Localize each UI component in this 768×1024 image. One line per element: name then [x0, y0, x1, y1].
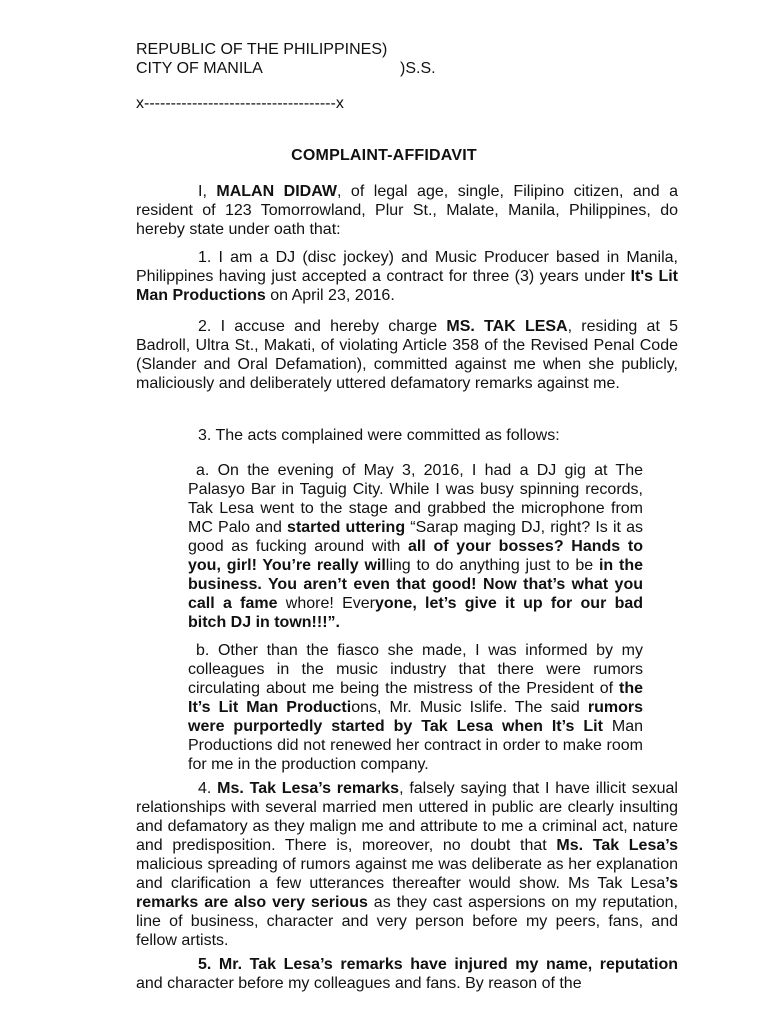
paragraph-4: 4. Ms. Tak Lesa’s remarks, falsely saying that I have illicit sexual relationships with several married men uttered in public are clearly insulting and defamatory as they malign me and attribute to me a criminal act, nature and predisposition. There is, moreover, no doubt that Ms. Tak Lesa’s malicious spreading of rumors against me was deliberate as her explanation and clarification a few utterances thereafter would show. Ms Tak Lesa’s remarks are also very serious as they cast aspersions on my reputation, line of business, character and very person before my peers, fans, and fellow artists. — [136, 780, 678, 949]
case-caption — [136, 40, 436, 78]
paragraph-3: 3. The acts complained were committed as follows: — [198, 427, 560, 444]
paragraph-1: 1. I am a DJ (disc jockey) and Music Producer based in Manila, Philippines having just accepted a contract for three (3) years under It's Lit Man Productions on April 23, 2016. — [136, 249, 679, 304]
intro-paragraph: I, MALAN DIDAW, of legal age, single, Filipino citizen, and a resident of 123 Tomorrowland, Plur St., Malate, Manila, Philippines, do hereby state under oath that: — [136, 183, 678, 238]
paragraph-2: 2. I accuse and hereby charge MS. TAK LESA, residing at 5 Badroll, Ultra St., Makati, of violating Article 358 of the Revised Penal Code (Slander and Oral Defamation), committed against me when she publicly, maliciously and deliberately uttered defamatory remarks against me. — [136, 318, 679, 392]
paragraph-3b: b. Other than the fiasco she made, I was informed by my colleagues in the music industry that there were rumors circulating about me being the mistress of the President of the It’s Lit Man Productions, Mr. Music Islife. The said rumors were purportedly started by Tak Lesa when It’s Lit Man Productions did not renewed her contract in order to make room for me in the production company. — [188, 642, 644, 773]
caption-republic: REPUBLIC OF THE PHILIPPINES) — [136, 41, 388, 58]
paragraph-3a: a. On the evening of May 3, 2016, I had a DJ gig at The Palasyo Bar in Taguig City. While I was busy spinning records, Tak Lesa went to the stage and grabbed the microphone from MC Palo and started uttering “Sarap maging DJ, right? Is it as good as fucking around with all of your bosses? Hands to you, girl! You’re really willing to do anything just to be in the business. You aren’t even that good! Now that’s what you call a fame whore! Everyone, let’s give it up for our bad bitch DJ in town!!!”. — [188, 462, 644, 631]
affiant-name: MALAN DIDAW — [216, 183, 337, 200]
document-title: COMPLAINT-AFFIDAVIT — [291, 147, 477, 164]
caption-divider: x------------------------------------x — [136, 95, 344, 112]
paragraph-5: 5. Mr. Tak Lesa’s remarks have injured my name, reputation and character before my colleagues and fans. By reason of the — [136, 956, 678, 992]
caption-ss: )S.S. — [400, 60, 436, 77]
caption-city: CITY OF MANILA — [136, 60, 263, 77]
accused-name: MS. TAK LESA — [446, 318, 568, 335]
company-name: It's Lit Man Productions — [136, 268, 679, 304]
